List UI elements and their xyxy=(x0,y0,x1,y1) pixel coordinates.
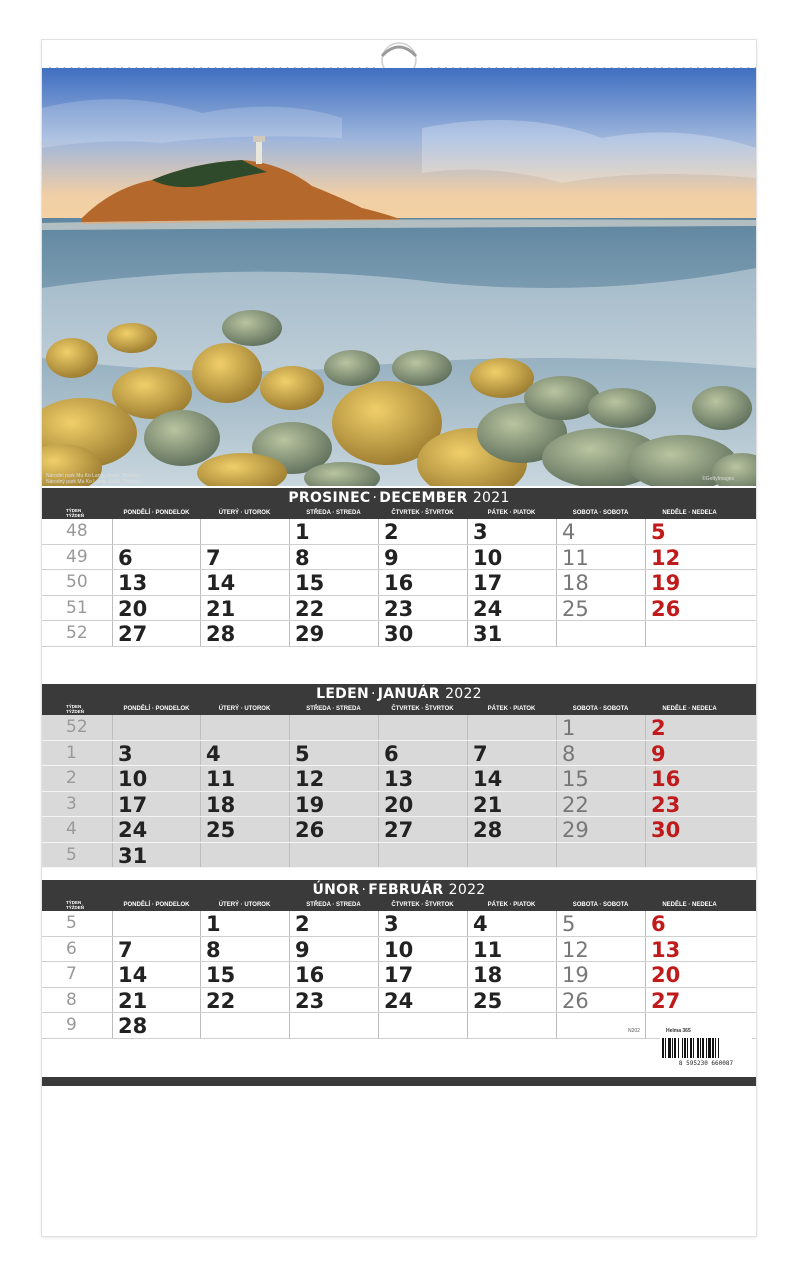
weekday-name: SOBOTA · SOBOTA xyxy=(572,510,629,516)
weekday-name: NEDĚLE · NEDEĽA xyxy=(662,706,717,712)
calendar-day: 23 xyxy=(384,596,414,621)
week-number: 50 xyxy=(66,572,88,592)
grid-row-divider xyxy=(42,765,756,766)
calendar-day: 25 xyxy=(562,596,589,621)
calendar-day: 20 xyxy=(118,596,148,621)
calendar-day: 19 xyxy=(295,792,325,817)
calendar-day: 2 xyxy=(384,520,399,544)
grid-column-divider xyxy=(556,911,557,1039)
weekday-name: ÚTERÝ · UTOROK xyxy=(218,902,271,908)
calendar-day: 1 xyxy=(562,716,576,740)
weekday-name: NEDĚLE · NEDEĽA xyxy=(662,902,717,908)
weekday-name: ÚTERÝ · UTOROK xyxy=(218,706,271,712)
calendar-day: 25 xyxy=(206,818,236,842)
grid-column-divider xyxy=(467,519,468,647)
calendar-day: 5 xyxy=(295,741,310,766)
calendar-day: 17 xyxy=(384,963,414,987)
week-column-label: TÝDEN xyxy=(66,508,82,513)
week-number: 2 xyxy=(66,768,77,788)
photo-caption-cz: Národní park Mu Ko Lanta, Krabi, Thajsko xyxy=(46,473,140,479)
calendar-day: 7 xyxy=(206,545,221,570)
calendar-day: 9 xyxy=(295,937,310,962)
calendar-day: 1 xyxy=(295,520,310,544)
calendar-day: 22 xyxy=(562,792,589,817)
calendar-day: 21 xyxy=(118,988,148,1013)
weekday-name: PÁTEK · PIATOK xyxy=(487,706,536,712)
calendar-day: 13 xyxy=(384,767,414,791)
week-number: 8 xyxy=(66,989,77,1010)
grid-row-divider xyxy=(42,867,756,868)
calendar-day: 28 xyxy=(473,818,503,842)
calendar-day: 24 xyxy=(384,988,414,1013)
grid-row-divider xyxy=(42,740,756,741)
photo-credit: ©GettyImages xyxy=(702,476,735,482)
calendar-day: 27 xyxy=(651,988,681,1013)
calendar-day: 7 xyxy=(473,741,488,766)
calendar-day: 10 xyxy=(118,767,148,791)
calendar-day: 16 xyxy=(295,963,325,987)
month-year: 2021 xyxy=(472,490,510,506)
calendar-day: 22 xyxy=(206,988,236,1013)
calendar-day: 21 xyxy=(473,792,503,817)
brand-logo: Helma 365 xyxy=(666,1028,691,1034)
calendar-day: 23 xyxy=(651,792,681,817)
calendar-day: 17 xyxy=(118,792,148,817)
week-number: 48 xyxy=(66,521,88,541)
calendar-day: 26 xyxy=(651,596,681,621)
calendar-day: 4 xyxy=(473,912,488,936)
week-column-label: TÝDEN xyxy=(66,704,82,709)
month-separator: · xyxy=(370,686,376,702)
weekday-name: STŘEDA · STREDA xyxy=(306,902,361,908)
calendar-day: 15 xyxy=(562,767,589,791)
calendar-day: 24 xyxy=(118,818,148,842)
calendar-day: 12 xyxy=(295,767,325,791)
week-number: 51 xyxy=(66,597,88,618)
weekday-name: SOBOTA · SOBOTA xyxy=(572,706,629,712)
calendar-day: 31 xyxy=(118,843,148,868)
grid-column-divider xyxy=(378,519,379,647)
calendar-day: 12 xyxy=(562,937,589,962)
calendar-day: 15 xyxy=(206,963,236,987)
grid-row-divider xyxy=(42,1038,756,1039)
grid-column-divider xyxy=(112,911,113,1039)
month-title xyxy=(42,488,756,508)
weekday-name: PONDĚLÍ · PONDELOK xyxy=(123,706,190,712)
landscape-photo xyxy=(42,68,756,486)
calendar-day: 4 xyxy=(206,741,221,766)
month-name-sk: DECEMBER xyxy=(379,490,468,506)
calendar-day: 3 xyxy=(473,520,488,544)
calendar-day: 3 xyxy=(384,912,399,936)
calendar-day: 7 xyxy=(118,937,133,962)
calendar-day: 9 xyxy=(384,545,399,570)
calendar-day: 11 xyxy=(206,767,236,791)
calendar-day: 9 xyxy=(651,741,666,766)
week-column-label: TÝŽDEŇ xyxy=(66,709,84,714)
calendar-day: 11 xyxy=(562,545,589,570)
calendar-day: 18 xyxy=(562,571,589,595)
calendar-day: 6 xyxy=(118,545,133,570)
calendar-day: 26 xyxy=(562,988,589,1013)
week-number: 9 xyxy=(66,1015,77,1035)
grid-row-divider xyxy=(42,936,756,937)
calendar-day: 25 xyxy=(473,988,503,1013)
calendar-day: 20 xyxy=(651,963,681,987)
grid-column-divider xyxy=(645,519,646,647)
week-number: 49 xyxy=(66,546,88,567)
grid-column-divider xyxy=(645,715,646,868)
weekday-name: PONDĚLÍ · PONDELOK xyxy=(123,902,190,908)
calendar-day: 8 xyxy=(562,741,576,766)
calendar-day: 24 xyxy=(473,596,503,621)
calendar-day: 1 xyxy=(206,912,221,936)
grid-column-divider xyxy=(645,911,646,1039)
calendar-day: 21 xyxy=(206,596,236,621)
weekday-name: NEDĚLE · NEDEĽA xyxy=(662,510,717,516)
month-year: 2022 xyxy=(445,686,482,702)
calendar-day: 6 xyxy=(651,912,666,936)
grid-column-divider xyxy=(378,715,379,868)
calendar-day: 30 xyxy=(384,622,414,646)
weekday-name: ČTVRTEK · ŠTVRTOK xyxy=(391,510,454,516)
week-number: 6 xyxy=(66,938,77,959)
calendar-day: 4 xyxy=(562,520,576,544)
weekday-name: PONDĚLÍ · PONDELOK xyxy=(123,510,190,516)
calendar-day: 15 xyxy=(295,571,325,595)
calendar-day: 18 xyxy=(206,792,236,817)
grid-row-divider xyxy=(42,569,756,570)
grid-column-divider xyxy=(200,519,201,647)
calendar-day: 14 xyxy=(206,571,236,595)
week-column-label: TÝDEN xyxy=(66,900,82,905)
calendar-day: 2 xyxy=(295,912,310,936)
grid-column-divider xyxy=(289,911,290,1039)
month-block-february xyxy=(42,880,756,1076)
footer-bar xyxy=(42,1077,756,1086)
grid-row-divider xyxy=(42,544,756,545)
grid-column-divider xyxy=(112,519,113,647)
grid-column-divider xyxy=(378,911,379,1039)
month-name-sk: JANUÁR xyxy=(377,686,440,702)
grid-column-divider xyxy=(200,715,201,868)
grid-column-divider xyxy=(556,519,557,647)
grid-column-divider xyxy=(467,715,468,868)
grid-column-divider xyxy=(112,715,113,868)
grid-column-divider xyxy=(556,715,557,868)
calendar-day: 22 xyxy=(295,596,325,621)
weekday-name: ČTVRTEK · ŠTVRTOK xyxy=(391,902,454,908)
week-number: 5 xyxy=(66,913,77,933)
week-number: 5 xyxy=(66,844,77,865)
week-number: 52 xyxy=(66,717,88,737)
calendar-day: 5 xyxy=(562,912,576,936)
month-block-january xyxy=(42,684,756,880)
weekday-name: ÚTERÝ · UTOROK xyxy=(218,510,271,516)
grid-column-divider xyxy=(200,911,201,1039)
calendar-day: 19 xyxy=(562,963,589,987)
month-name-cz: LEDEN xyxy=(316,686,369,702)
weekday-name: SOBOTA · SOBOTA xyxy=(572,902,629,908)
month-title xyxy=(42,880,756,900)
calendar-day: 10 xyxy=(473,545,503,570)
week-number: 1 xyxy=(66,742,77,763)
grid-column-divider xyxy=(467,911,468,1039)
calendar-day: 27 xyxy=(384,818,414,842)
weekday-name: PÁTEK · PIATOK xyxy=(487,510,536,516)
month-name-sk: FEBRUÁR xyxy=(368,882,444,898)
calendar-day: 14 xyxy=(473,767,503,791)
weekday-name: STŘEDA · STREDA xyxy=(306,706,361,712)
week-column-label: TÝŽDEŇ xyxy=(66,513,84,518)
calendar-day: 28 xyxy=(118,1014,148,1038)
weekday-name: PÁTEK · PIATOK xyxy=(487,902,536,908)
week-number: 4 xyxy=(66,819,77,839)
calendar-day: 13 xyxy=(651,937,681,962)
month-separator: · xyxy=(361,882,367,898)
calendar-day: 3 xyxy=(118,741,133,766)
calendar-day: 2 xyxy=(651,716,666,740)
calendar-day: 14 xyxy=(118,963,148,987)
month-year: 2022 xyxy=(448,882,486,898)
month-block-december xyxy=(42,488,756,684)
barcode-digits: 8 595230 660087 xyxy=(678,1060,734,1067)
calendar-day: 8 xyxy=(295,545,310,570)
calendar-day: 28 xyxy=(206,622,236,646)
week-column-label: TÝŽDEŇ xyxy=(66,905,84,910)
month-name-cz: ÚNOR xyxy=(312,882,360,898)
month-separator: · xyxy=(372,490,378,506)
calendar-day: 11 xyxy=(473,937,503,962)
calendar-day: 12 xyxy=(651,545,681,570)
calendar-day: 10 xyxy=(384,937,414,962)
calendar-day: 5 xyxy=(651,520,666,544)
calendar-day: 23 xyxy=(295,988,325,1013)
calendar-day: 16 xyxy=(651,767,681,791)
calendar-day: 29 xyxy=(562,818,589,842)
barcode xyxy=(660,1038,752,1068)
grid-column-divider xyxy=(289,519,290,647)
photo-caption-sk: Národný park Mu Ko Lanta, Krabi, Thajsko xyxy=(46,479,141,485)
month-name-cz: PROSINEC xyxy=(288,490,371,506)
calendar-day: 18 xyxy=(473,963,503,987)
calendar-day: 19 xyxy=(651,571,681,595)
calendar-day: 29 xyxy=(295,622,325,646)
product-code: N202 xyxy=(628,1028,640,1034)
month-title xyxy=(42,684,756,704)
week-number: 3 xyxy=(66,793,77,814)
calendar-day: 17 xyxy=(473,571,503,595)
weekday-name: ČTVRTEK · ŠTVRTOK xyxy=(391,706,454,712)
calendar-day: 20 xyxy=(384,792,414,817)
grid-column-divider xyxy=(289,715,290,868)
calendar-day: 16 xyxy=(384,571,414,595)
calendar-day: 8 xyxy=(206,937,221,962)
calendar-day: 13 xyxy=(118,571,148,595)
week-number: 7 xyxy=(66,964,77,984)
weekday-name: STŘEDA · STREDA xyxy=(306,510,361,516)
week-number: 52 xyxy=(66,623,88,643)
calendar-day: 27 xyxy=(118,622,148,646)
calendar-day: 31 xyxy=(473,622,503,646)
calendar-day: 30 xyxy=(651,818,681,842)
calendar-day: 6 xyxy=(384,741,399,766)
month-grid xyxy=(42,715,756,868)
calendar-day: 26 xyxy=(295,818,325,842)
